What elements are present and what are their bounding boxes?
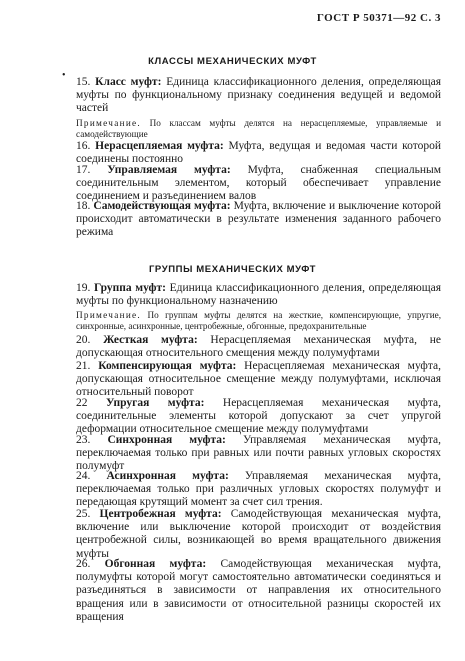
page-header: ГОСТ Р 50371—92 С. 3 xyxy=(316,12,441,24)
entry-definition: Единица классификационного деления, определяющая муфты по функциональному признаку соединения ведущей и ведомой частей xyxy=(76,76,442,115)
entry-term: Центробежная муфта: xyxy=(99,508,222,520)
entry-number: 15. xyxy=(76,76,91,88)
section-title-groups: ГРУППЫ МЕХАНИЧЕСКИХ МУФТ xyxy=(148,264,317,275)
entry-definition: Самодействующая механическая муфта, полумуфты которой могут самостоятельно автоматически соединяться и разъединяться в зависимости от направления их относительного вращения или в зависимости от относительной разницы скоростей их вращения xyxy=(76,558,442,623)
entry-definition: Управляемая механическая муфта, переключаемая только при равных или почти равных угловых скоростях полумуфт xyxy=(76,434,442,473)
note-text: По классам муфты делятся на нерасцепляемые, управляемые и самодействующие xyxy=(76,118,441,139)
entry-number: 16. xyxy=(76,140,91,152)
entry-number: 17. xyxy=(76,164,91,176)
note-label: Примечание. xyxy=(76,118,142,128)
entry-number: 26. xyxy=(76,558,91,570)
entry-18 xyxy=(76,200,441,240)
entry-term: Класс муфт: xyxy=(95,76,162,88)
bullet-mark: • xyxy=(62,70,66,81)
entry-number: 24. xyxy=(76,470,91,482)
entry-number: 23. xyxy=(76,434,91,446)
note-classes xyxy=(76,118,441,140)
entry-number: 18. xyxy=(76,200,91,212)
entry-number: 25. xyxy=(76,508,91,520)
entry-number: 22 xyxy=(76,397,88,409)
entry-22 xyxy=(76,397,441,437)
entry-term: Нерасцепляемая муфта: xyxy=(95,140,224,152)
entry-term: Асинхронная муфта: xyxy=(106,470,229,482)
entry-definition: Управляемая механическая муфта, переключаемая только при различных угловых скоростях полумуфт и передающая крутящий момент за счет сил трения. xyxy=(76,470,442,509)
entry-definition: Нерасцепляемая механическая муфта, соединительные элементы которой допускают за счет упругой деформации относительное смещение между полумуфтами xyxy=(76,397,442,436)
entry-20 xyxy=(76,334,441,360)
entry-15 xyxy=(76,76,441,116)
entry-26 xyxy=(76,558,441,624)
entry-term: Жесткая муфта: xyxy=(103,334,198,346)
entry-term: Обгонная муфта: xyxy=(104,558,207,570)
note-text: По группам муфты делятся на жесткие, компенсирующие, упругие, синхронные, асинхронные, центробежные, обгонные, предохранительные xyxy=(76,310,442,331)
entry-16 xyxy=(76,140,441,166)
entry-definition: Муфта, включение и выключение которой происходит автоматически в результате изменения заданного рабочего режима xyxy=(76,200,441,239)
entry-24 xyxy=(76,470,441,510)
entry-definition: Нерасцепляемая механическая муфта, допускающая относительное смещение между полумуфтами, исключая относительный поворот xyxy=(76,360,441,399)
entry-19 xyxy=(76,282,441,308)
entry-definition: Муфта, снабженная специальным соединительным элементом, который обеспечивает управление соединением и разъединением валов xyxy=(76,164,441,203)
entry-25 xyxy=(76,508,441,561)
entry-definition: Муфта, ведущая и ведомая части которой соединены постоянно xyxy=(76,140,442,166)
entry-term: Самодействующая муфта: xyxy=(93,200,231,212)
entry-number: 20. xyxy=(76,334,91,346)
entry-term: Упругая муфта: xyxy=(105,397,205,409)
entry-definition: Нерасцепляемая механическая муфта, не допускающая относительного смещения между полумуфтами xyxy=(76,334,442,360)
entry-term: Управляемая муфта: xyxy=(107,164,231,176)
entry-number: 21. xyxy=(76,360,91,372)
entry-21 xyxy=(76,360,441,400)
entry-term: Компенсирующая муфта: xyxy=(98,360,237,372)
entry-23 xyxy=(76,434,441,474)
note-label: Примечание. xyxy=(76,310,142,320)
entry-term: Группа муфт: xyxy=(94,282,166,294)
entry-term: Синхронная муфта: xyxy=(107,434,226,446)
entry-definition: Единица классификационного деления, определяющая муфты по функциональному назначению xyxy=(76,282,442,308)
section-title-classes: КЛАССЫ МЕХАНИЧЕСКИХ МУФТ xyxy=(148,56,317,67)
note-groups xyxy=(76,310,441,332)
entry-number: 19. xyxy=(76,282,91,294)
entry-definition: Самодействующая механическая муфта, включение или выключение которой происходит от воздействия центробежной силы, возникающей во время вращательного движения муфты xyxy=(76,508,442,560)
entry-17 xyxy=(76,164,441,204)
